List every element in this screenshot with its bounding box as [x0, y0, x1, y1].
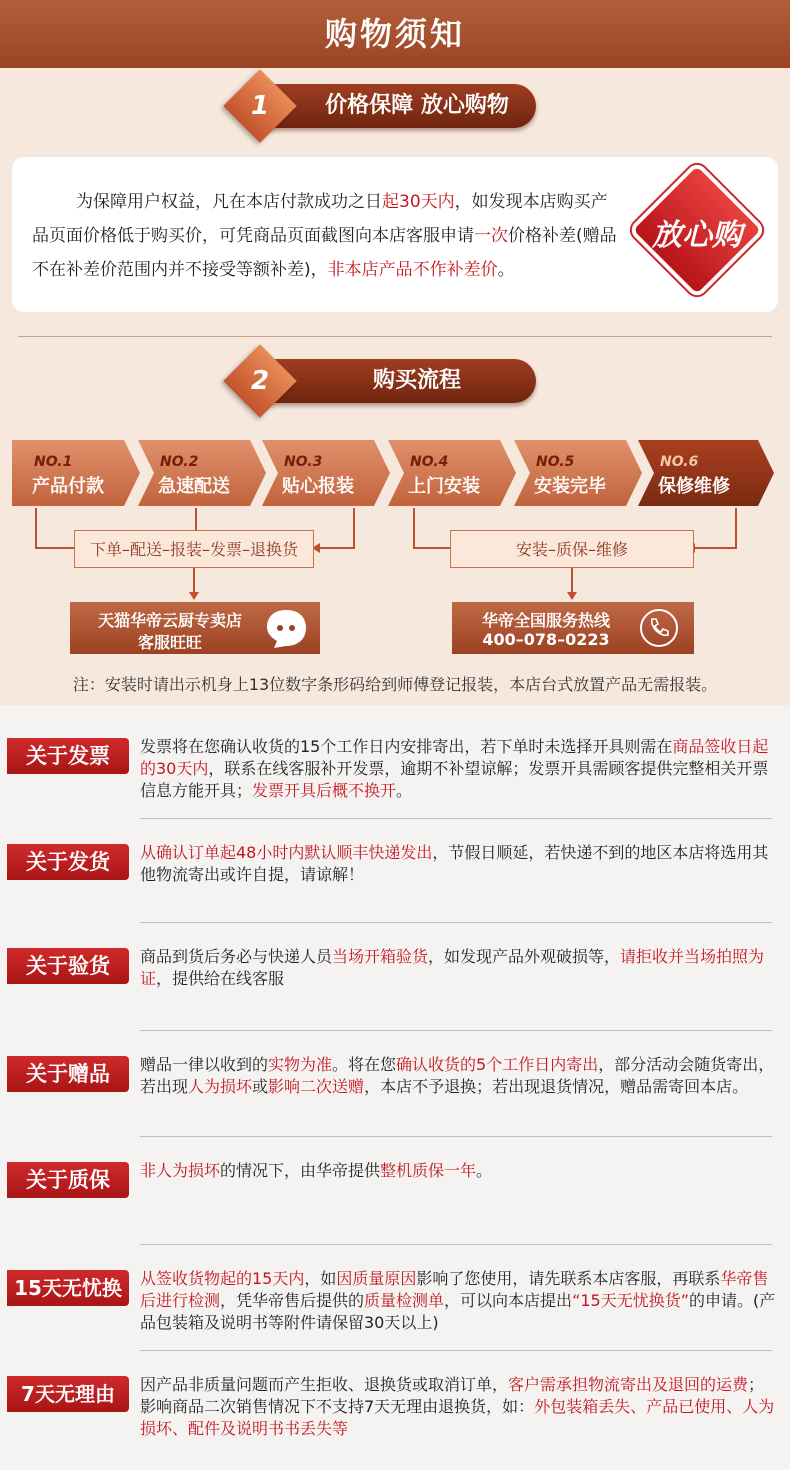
body-text: 赠品一律以收到的	[140, 1055, 269, 1074]
body-text: 。	[396, 781, 413, 800]
step-number: NO.2	[160, 454, 199, 470]
notice-2	[0, 818, 790, 918]
notice-tag: 7天无理由	[7, 1376, 129, 1412]
step-number: NO.4	[410, 454, 449, 470]
step-number: NO.3	[284, 454, 323, 470]
highlight-text: 人为损坏	[188, 1077, 253, 1096]
body-text: ，提供给在线客服	[156, 969, 285, 988]
highlight-text: 一次	[474, 226, 508, 246]
page-title: 购物须知	[0, 0, 790, 68]
highlight-text: “15天无忧换货”	[572, 1291, 690, 1310]
body-text: ，节假日顺延，若快递不到的地区本店将选用其他物流寄出或许自提，请谅解！	[140, 843, 769, 884]
divider	[18, 336, 772, 337]
store-name: 天猫华帝云厨专卖店	[97, 611, 242, 630]
process-step-4	[388, 440, 516, 506]
process-step-6	[638, 440, 774, 506]
notice-body	[140, 1160, 780, 1182]
body-text: ；影响商品二次销售情况下不支持7天无理由退换货，如：	[140, 1375, 765, 1416]
notice-body	[140, 736, 780, 802]
body-text: 。	[476, 1161, 493, 1180]
highlight-text: 商品签收日起的30天内	[140, 737, 769, 778]
highlight-text: 发票开具后概不换开	[252, 781, 397, 800]
notice-divider	[140, 1244, 772, 1245]
section2-title: 购买流程	[372, 368, 461, 393]
body-text: ，联系在线客服补开发票，逾期不补望谅解；发票开具需顾客提供完整相关开票信息方能开具；	[140, 759, 769, 800]
body-text: 发票将在您确认收货的15个工作日内安排寄出，若下单时未选择开具则需在	[140, 737, 673, 756]
notice-1	[0, 712, 790, 812]
step-number: NO.1	[34, 454, 73, 470]
process-step-3	[262, 440, 390, 506]
service-hotline-button[interactable]	[452, 602, 694, 654]
highlight-text: 整机质保一年	[380, 1161, 477, 1180]
notice-3	[0, 922, 790, 1022]
notice-tag: 关于赠品	[7, 1056, 129, 1092]
hotline-label: 华帝全国服务热线	[481, 611, 610, 630]
hotline-number: 400–078–0223	[482, 630, 610, 649]
body-text: 影响了您使用，请先联系本店客服，再联系	[416, 1269, 721, 1288]
section1-title: 价格保障 放心购物	[325, 93, 509, 118]
section1-number: 1	[250, 91, 270, 121]
step-label: 上门安装	[408, 476, 480, 497]
body-text: ，如发现本店购买产品页面价格低于购买价，可凭商品页面截图向本店客服申请	[32, 192, 608, 246]
body-text: ，如	[304, 1269, 337, 1288]
notice-divider	[140, 1136, 772, 1137]
highlight-text: 质量检测单	[364, 1291, 445, 1310]
highlight-text: 从确认订单起48小时内默认顺丰快递发出	[140, 843, 433, 862]
highlight-text: 确认收货的5个工作日内寄出	[396, 1055, 599, 1074]
notice-tag: 关于发票	[7, 738, 129, 774]
step-number: NO.6	[660, 454, 699, 470]
notice-7	[0, 1350, 790, 1450]
notice-tag: 关于质保	[7, 1162, 129, 1198]
notice-tag: 关于验货	[7, 948, 129, 984]
body-text: 的申请。(产品包装箱及说明书等附件请保留30天以上)	[140, 1291, 776, 1332]
highlight-text: 实物为准	[268, 1055, 333, 1074]
notice-body	[140, 1054, 780, 1098]
process-step-1	[12, 440, 140, 506]
highlight-text: 非本店产品不作补差价	[327, 260, 498, 280]
body-text: ，部分活动会随货寄出，若出现	[140, 1055, 775, 1096]
step-label: 急速配送	[158, 476, 230, 497]
body-text: 商品到货后务必与快递人员	[140, 947, 333, 966]
seal-text: 放心购	[652, 218, 742, 253]
price-guarantee-text	[32, 185, 622, 287]
shopping-notice-top	[0, 0, 790, 705]
process-step-5	[514, 440, 642, 506]
notice-body	[140, 1374, 780, 1440]
body-text: 或	[252, 1077, 269, 1096]
notice-body	[140, 946, 780, 990]
highlight-text: 非人为损坏	[140, 1161, 221, 1180]
body-text: ，如发现产品外观破损等，	[428, 947, 621, 966]
highlight-text: 客户需承担物流寄出及退回的运费	[508, 1375, 749, 1394]
step-number: NO.5	[536, 454, 575, 470]
flow-box-order: 下单–配送–报装–发票–退换货	[74, 530, 314, 568]
notice-tag: 关于发货	[7, 844, 129, 880]
wangwang-service-button[interactable]	[70, 602, 320, 654]
highlight-text: 从签收货物起的15天内	[140, 1269, 305, 1288]
highlight-text: 因质量原因	[336, 1269, 417, 1288]
notice-divider	[140, 818, 772, 819]
body-text: ，可以向本店提出	[444, 1291, 573, 1310]
notice-divider	[140, 922, 772, 923]
notice-body	[140, 1268, 780, 1334]
body-text: 价格补差(赠品不在补差价范围内并不接受等额补差)，	[32, 226, 617, 280]
phone-icon	[638, 607, 680, 649]
body-text: ，本店不予退换；若出现退货情况，赠品需寄回本店。	[364, 1077, 749, 1096]
highlight-text: 当场开箱验货	[332, 947, 429, 966]
highlight-text: 请拒收并当场拍照为证	[140, 947, 765, 988]
highlight-text: 外包装箱丢失、产品已使用、人为损坏、配件及说明书书丢失等	[140, 1397, 775, 1438]
notice-body	[140, 842, 780, 886]
notice-4	[0, 1030, 790, 1130]
notice-divider	[140, 1350, 772, 1351]
body-text: 因产品非质量问题而产生拒收、退换货或取消订单，	[140, 1375, 509, 1394]
highlight-text: 起30天内	[382, 192, 455, 212]
flow-box-install: 安装–质保–维修	[450, 530, 694, 568]
section2-number: 2	[250, 366, 270, 396]
notice-6	[0, 1244, 790, 1344]
notice-5	[0, 1136, 790, 1236]
body-text: 为保障用户权益，凡在本店付款成功之日	[76, 192, 382, 212]
step-label: 保修维修	[658, 476, 730, 497]
chat-bubble-icon	[264, 606, 308, 650]
highlight-text: 华帝售后进行检测	[140, 1269, 769, 1310]
body-text: ，凭华帝售后提供的	[220, 1291, 365, 1310]
body-text: 。	[497, 260, 515, 280]
process-step-2	[138, 440, 266, 506]
service-label: 客服旺旺	[137, 633, 202, 652]
step-label: 贴心报装	[282, 476, 354, 497]
body-text: 的情况下，由华帝提供	[220, 1161, 381, 1180]
notice-tag: 15天无忧换	[7, 1270, 129, 1306]
notice-divider	[140, 1030, 772, 1031]
body-text: 。将在您	[332, 1055, 397, 1074]
step-label: 安装完毕	[534, 476, 606, 497]
highlight-text: 影响二次送赠	[268, 1077, 365, 1096]
install-note: 注：安装时请出示机身上13位数字条形码给到师傅登记报装，本店台式放置产品无需报装。	[72, 675, 718, 694]
step-label: 产品付款	[32, 476, 104, 497]
